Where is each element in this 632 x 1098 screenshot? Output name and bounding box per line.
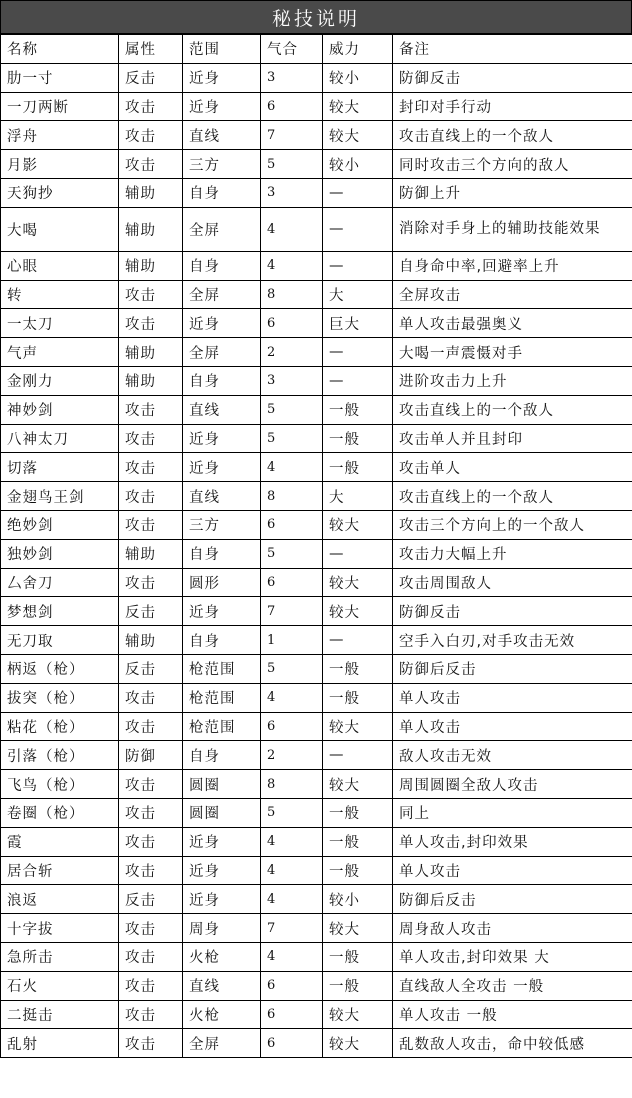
cell-notes: 大喝一声震慑对手 bbox=[393, 338, 632, 367]
table-row bbox=[1, 338, 632, 367]
cell-power: 较大 bbox=[323, 92, 393, 121]
cell-power: 一般 bbox=[323, 827, 393, 856]
cell-attribute: 辅助 bbox=[119, 207, 183, 251]
header-power: 威力 bbox=[323, 35, 393, 64]
cell-notes: 单人攻击最强奥义 bbox=[393, 309, 632, 338]
cell-kiai: 4 bbox=[261, 856, 323, 885]
cell-attribute: 攻击 bbox=[119, 712, 183, 741]
cell-notes: 敌人攻击无效 bbox=[393, 741, 632, 770]
cell-power: 较大 bbox=[323, 597, 393, 626]
cell-attribute: 攻击 bbox=[119, 856, 183, 885]
cell-notes: 全屏攻击 bbox=[393, 280, 632, 309]
cell-notes: 攻击单人并且封印 bbox=[393, 424, 632, 453]
cell-name: 金翅鸟王剑 bbox=[1, 482, 119, 511]
cell-name: 二挺击 bbox=[1, 1000, 119, 1029]
cell-name: 浪返 bbox=[1, 885, 119, 914]
cell-power: 一般 bbox=[323, 942, 393, 971]
cell-notes: 防御反击 bbox=[393, 63, 632, 92]
table-row bbox=[1, 856, 632, 885]
cell-name: 厶舍刀 bbox=[1, 568, 119, 597]
cell-attribute: 攻击 bbox=[119, 280, 183, 309]
cell-power: — bbox=[323, 251, 393, 280]
cell-power: 大 bbox=[323, 482, 393, 511]
table-row bbox=[1, 207, 632, 251]
cell-power: 较大 bbox=[323, 1000, 393, 1029]
cell-range: 周身 bbox=[183, 914, 261, 943]
cell-range: 直线 bbox=[183, 121, 261, 150]
cell-kiai: 6 bbox=[261, 92, 323, 121]
table-row bbox=[1, 251, 632, 280]
table-row bbox=[1, 770, 632, 799]
table-row bbox=[1, 453, 632, 482]
cell-name: 无刀取 bbox=[1, 626, 119, 655]
cell-notes: 进阶攻击力上升 bbox=[393, 366, 632, 395]
header-kiai: 气合 bbox=[261, 35, 323, 64]
cell-name: 乱射 bbox=[1, 1029, 119, 1058]
cell-power: 一般 bbox=[323, 971, 393, 1000]
header-range: 范围 bbox=[183, 35, 261, 64]
cell-attribute: 反击 bbox=[119, 885, 183, 914]
table-row bbox=[1, 798, 632, 827]
cell-attribute: 反击 bbox=[119, 63, 183, 92]
cell-kiai: 5 bbox=[261, 395, 323, 424]
table-row bbox=[1, 366, 632, 395]
cell-attribute: 辅助 bbox=[119, 338, 183, 367]
cell-power: — bbox=[323, 178, 393, 207]
cell-attribute: 攻击 bbox=[119, 309, 183, 338]
cell-name: 心眼 bbox=[1, 251, 119, 280]
cell-range: 火枪 bbox=[183, 1000, 261, 1029]
cell-kiai: 6 bbox=[261, 1029, 323, 1058]
cell-range: 圆圈 bbox=[183, 770, 261, 799]
cell-attribute: 攻击 bbox=[119, 424, 183, 453]
cell-name: 霞 bbox=[1, 827, 119, 856]
cell-name: 飞鸟（枪） bbox=[1, 770, 119, 799]
cell-attribute: 辅助 bbox=[119, 539, 183, 568]
cell-range: 圆形 bbox=[183, 568, 261, 597]
cell-notes: 单人攻击,封印效果 大 bbox=[393, 942, 632, 971]
table-row bbox=[1, 309, 632, 338]
cell-attribute: 攻击 bbox=[119, 914, 183, 943]
cell-notes: 攻击周围敌人 bbox=[393, 568, 632, 597]
cell-range: 直线 bbox=[183, 971, 261, 1000]
cell-kiai: 6 bbox=[261, 1000, 323, 1029]
cell-name: 独妙剑 bbox=[1, 539, 119, 568]
cell-range: 枪范围 bbox=[183, 654, 261, 683]
table-row bbox=[1, 971, 632, 1000]
cell-name: 天狗抄 bbox=[1, 178, 119, 207]
cell-notes: 攻击直线上的一个敌人 bbox=[393, 482, 632, 511]
cell-name: 浮舟 bbox=[1, 121, 119, 150]
cell-name: 绝妙剑 bbox=[1, 510, 119, 539]
cell-name: 肋一寸 bbox=[1, 63, 119, 92]
cell-range: 自身 bbox=[183, 366, 261, 395]
cell-kiai: 3 bbox=[261, 63, 323, 92]
cell-name: 居合斩 bbox=[1, 856, 119, 885]
cell-attribute: 攻击 bbox=[119, 971, 183, 1000]
cell-name: 粘花（枪） bbox=[1, 712, 119, 741]
table-row bbox=[1, 942, 632, 971]
cell-attribute: 反击 bbox=[119, 654, 183, 683]
cell-range: 近身 bbox=[183, 309, 261, 338]
cell-name: 急所击 bbox=[1, 942, 119, 971]
cell-power: 较大 bbox=[323, 510, 393, 539]
cell-power: 一般 bbox=[323, 683, 393, 712]
cell-range: 全屏 bbox=[183, 1029, 261, 1058]
cell-notes: 攻击直线上的一个敌人 bbox=[393, 395, 632, 424]
cell-kiai: 7 bbox=[261, 597, 323, 626]
cell-name: 卷圈（枪） bbox=[1, 798, 119, 827]
cell-range: 近身 bbox=[183, 424, 261, 453]
table-row bbox=[1, 712, 632, 741]
cell-attribute: 攻击 bbox=[119, 395, 183, 424]
cell-attribute: 攻击 bbox=[119, 121, 183, 150]
cell-kiai: 7 bbox=[261, 914, 323, 943]
cell-power: — bbox=[323, 626, 393, 655]
cell-notes: 攻击单人 bbox=[393, 453, 632, 482]
table-row bbox=[1, 597, 632, 626]
cell-notes: 单人攻击 bbox=[393, 856, 632, 885]
cell-attribute: 攻击 bbox=[119, 1029, 183, 1058]
table-row bbox=[1, 626, 632, 655]
cell-attribute: 辅助 bbox=[119, 251, 183, 280]
header-name: 名称 bbox=[1, 35, 119, 64]
table-row bbox=[1, 395, 632, 424]
cell-kiai: 7 bbox=[261, 121, 323, 150]
cell-power: 较大 bbox=[323, 914, 393, 943]
table-row bbox=[1, 914, 632, 943]
cell-notes: 自身命中率,回避率上升 bbox=[393, 251, 632, 280]
cell-range: 近身 bbox=[183, 856, 261, 885]
cell-kiai: 5 bbox=[261, 654, 323, 683]
cell-attribute: 辅助 bbox=[119, 626, 183, 655]
cell-power: 较大 bbox=[323, 568, 393, 597]
cell-range: 直线 bbox=[183, 395, 261, 424]
cell-power: 一般 bbox=[323, 798, 393, 827]
cell-power: 一般 bbox=[323, 654, 393, 683]
cell-attribute: 攻击 bbox=[119, 568, 183, 597]
cell-notes: 周围圆圈全敌人攻击 bbox=[393, 770, 632, 799]
cell-attribute: 攻击 bbox=[119, 942, 183, 971]
cell-power: — bbox=[323, 338, 393, 367]
cell-name: 柄返（枪） bbox=[1, 654, 119, 683]
table-row bbox=[1, 280, 632, 309]
cell-range: 近身 bbox=[183, 63, 261, 92]
cell-notes: 封印对手行动 bbox=[393, 92, 632, 121]
cell-notes: 防御后反击 bbox=[393, 654, 632, 683]
cell-notes: 同时攻击三个方向的敌人 bbox=[393, 150, 632, 179]
cell-kiai: 5 bbox=[261, 424, 323, 453]
cell-notes: 攻击力大幅上升 bbox=[393, 539, 632, 568]
cell-name: 梦想剑 bbox=[1, 597, 119, 626]
page-title: 秘技说明 bbox=[0, 0, 632, 34]
cell-range: 枪范围 bbox=[183, 712, 261, 741]
table-row bbox=[1, 1000, 632, 1029]
cell-name: 转 bbox=[1, 280, 119, 309]
cell-notes: 防御上升 bbox=[393, 178, 632, 207]
cell-kiai: 8 bbox=[261, 482, 323, 511]
cell-range: 全屏 bbox=[183, 338, 261, 367]
cell-name: 十字拔 bbox=[1, 914, 119, 943]
cell-range: 自身 bbox=[183, 251, 261, 280]
cell-notes: 消除对手身上的辅助技能效果 bbox=[393, 207, 632, 251]
cell-range: 近身 bbox=[183, 827, 261, 856]
table-row bbox=[1, 510, 632, 539]
cell-power: — bbox=[323, 539, 393, 568]
cell-notes: 防御后反击 bbox=[393, 885, 632, 914]
cell-name: 月影 bbox=[1, 150, 119, 179]
cell-notes: 单人攻击 bbox=[393, 683, 632, 712]
cell-power: 较大 bbox=[323, 121, 393, 150]
cell-name: 气声 bbox=[1, 338, 119, 367]
skill-table bbox=[0, 34, 632, 1058]
cell-range: 近身 bbox=[183, 92, 261, 121]
table-row bbox=[1, 150, 632, 179]
cell-name: 石火 bbox=[1, 971, 119, 1000]
cell-attribute: 攻击 bbox=[119, 770, 183, 799]
cell-kiai: 4 bbox=[261, 251, 323, 280]
cell-kiai: 6 bbox=[261, 712, 323, 741]
cell-power: 一般 bbox=[323, 424, 393, 453]
table-row bbox=[1, 568, 632, 597]
cell-power: — bbox=[323, 741, 393, 770]
cell-power: 大 bbox=[323, 280, 393, 309]
cell-power: 较小 bbox=[323, 885, 393, 914]
header-notes: 备注 bbox=[393, 35, 632, 64]
table-row bbox=[1, 63, 632, 92]
cell-range: 直线 bbox=[183, 482, 261, 511]
header-row bbox=[1, 35, 632, 64]
cell-notes: 单人攻击,封印效果 bbox=[393, 827, 632, 856]
cell-power: 一般 bbox=[323, 395, 393, 424]
cell-kiai: 5 bbox=[261, 798, 323, 827]
cell-range: 近身 bbox=[183, 453, 261, 482]
cell-kiai: 8 bbox=[261, 280, 323, 309]
table-row bbox=[1, 683, 632, 712]
cell-kiai: 6 bbox=[261, 510, 323, 539]
cell-kiai: 3 bbox=[261, 366, 323, 395]
cell-kiai: 3 bbox=[261, 178, 323, 207]
table-row bbox=[1, 741, 632, 770]
table-row bbox=[1, 827, 632, 856]
cell-name: 金刚力 bbox=[1, 366, 119, 395]
cell-notes: 直线敌人全攻击 一般 bbox=[393, 971, 632, 1000]
cell-range: 自身 bbox=[183, 539, 261, 568]
cell-attribute: 反击 bbox=[119, 597, 183, 626]
cell-range: 自身 bbox=[183, 741, 261, 770]
cell-notes: 同上 bbox=[393, 798, 632, 827]
cell-power: 较大 bbox=[323, 770, 393, 799]
cell-kiai: 1 bbox=[261, 626, 323, 655]
cell-attribute: 防御 bbox=[119, 741, 183, 770]
cell-range: 全屏 bbox=[183, 207, 261, 251]
cell-notes: 攻击直线上的一个敌人 bbox=[393, 121, 632, 150]
cell-notes: 单人攻击 bbox=[393, 712, 632, 741]
cell-kiai: 6 bbox=[261, 309, 323, 338]
cell-range: 三方 bbox=[183, 150, 261, 179]
cell-power: 一般 bbox=[323, 856, 393, 885]
cell-range: 圆圈 bbox=[183, 798, 261, 827]
cell-range: 全屏 bbox=[183, 280, 261, 309]
cell-power: 较小 bbox=[323, 63, 393, 92]
table-row bbox=[1, 482, 632, 511]
cell-notes: 空手入白刃,对手攻击无效 bbox=[393, 626, 632, 655]
cell-range: 近身 bbox=[183, 597, 261, 626]
cell-power: 较小 bbox=[323, 150, 393, 179]
table-row bbox=[1, 654, 632, 683]
cell-attribute: 攻击 bbox=[119, 1000, 183, 1029]
cell-range: 近身 bbox=[183, 885, 261, 914]
cell-name: 八神太刀 bbox=[1, 424, 119, 453]
cell-kiai: 4 bbox=[261, 885, 323, 914]
table-body bbox=[1, 63, 632, 1057]
table-row bbox=[1, 539, 632, 568]
table-row bbox=[1, 121, 632, 150]
cell-name: 引落（枪） bbox=[1, 741, 119, 770]
table-row bbox=[1, 424, 632, 453]
cell-kiai: 2 bbox=[261, 741, 323, 770]
cell-range: 三方 bbox=[183, 510, 261, 539]
cell-power: 巨大 bbox=[323, 309, 393, 338]
cell-power: — bbox=[323, 207, 393, 251]
cell-attribute: 攻击 bbox=[119, 482, 183, 511]
cell-attribute: 攻击 bbox=[119, 798, 183, 827]
cell-name: 神妙剑 bbox=[1, 395, 119, 424]
cell-name: 大喝 bbox=[1, 207, 119, 251]
table-row bbox=[1, 885, 632, 914]
cell-attribute: 攻击 bbox=[119, 150, 183, 179]
cell-power: 一般 bbox=[323, 453, 393, 482]
cell-attribute: 攻击 bbox=[119, 453, 183, 482]
cell-attribute: 攻击 bbox=[119, 683, 183, 712]
cell-range: 火枪 bbox=[183, 942, 261, 971]
cell-range: 自身 bbox=[183, 626, 261, 655]
table-row bbox=[1, 1029, 632, 1058]
cell-name: 一太刀 bbox=[1, 309, 119, 338]
cell-kiai: 6 bbox=[261, 568, 323, 597]
cell-power: — bbox=[323, 366, 393, 395]
cell-kiai: 4 bbox=[261, 942, 323, 971]
cell-range: 自身 bbox=[183, 178, 261, 207]
cell-kiai: 5 bbox=[261, 539, 323, 568]
cell-kiai: 8 bbox=[261, 770, 323, 799]
cell-attribute: 辅助 bbox=[119, 366, 183, 395]
cell-notes: 攻击三个方向上的一个敌人 bbox=[393, 510, 632, 539]
cell-notes: 周身敌人攻击 bbox=[393, 914, 632, 943]
cell-attribute: 攻击 bbox=[119, 92, 183, 121]
table-row bbox=[1, 178, 632, 207]
cell-name: 切落 bbox=[1, 453, 119, 482]
cell-kiai: 4 bbox=[261, 683, 323, 712]
cell-attribute: 攻击 bbox=[119, 827, 183, 856]
cell-range: 枪范围 bbox=[183, 683, 261, 712]
cell-kiai: 4 bbox=[261, 207, 323, 251]
cell-kiai: 4 bbox=[261, 827, 323, 856]
cell-attribute: 辅助 bbox=[119, 178, 183, 207]
cell-attribute: 攻击 bbox=[119, 510, 183, 539]
cell-notes: 单人攻击 一般 bbox=[393, 1000, 632, 1029]
cell-kiai: 6 bbox=[261, 971, 323, 1000]
table-row bbox=[1, 92, 632, 121]
cell-power: 较大 bbox=[323, 712, 393, 741]
cell-notes: 乱数敌人攻击，命中较低感 bbox=[393, 1029, 632, 1058]
cell-power: 较大 bbox=[323, 1029, 393, 1058]
cell-kiai: 4 bbox=[261, 453, 323, 482]
cell-kiai: 5 bbox=[261, 150, 323, 179]
cell-kiai: 2 bbox=[261, 338, 323, 367]
cell-notes: 防御反击 bbox=[393, 597, 632, 626]
header-attribute: 属性 bbox=[119, 35, 183, 64]
cell-name: 拔突（枪） bbox=[1, 683, 119, 712]
cell-name: 一刀两断 bbox=[1, 92, 119, 121]
